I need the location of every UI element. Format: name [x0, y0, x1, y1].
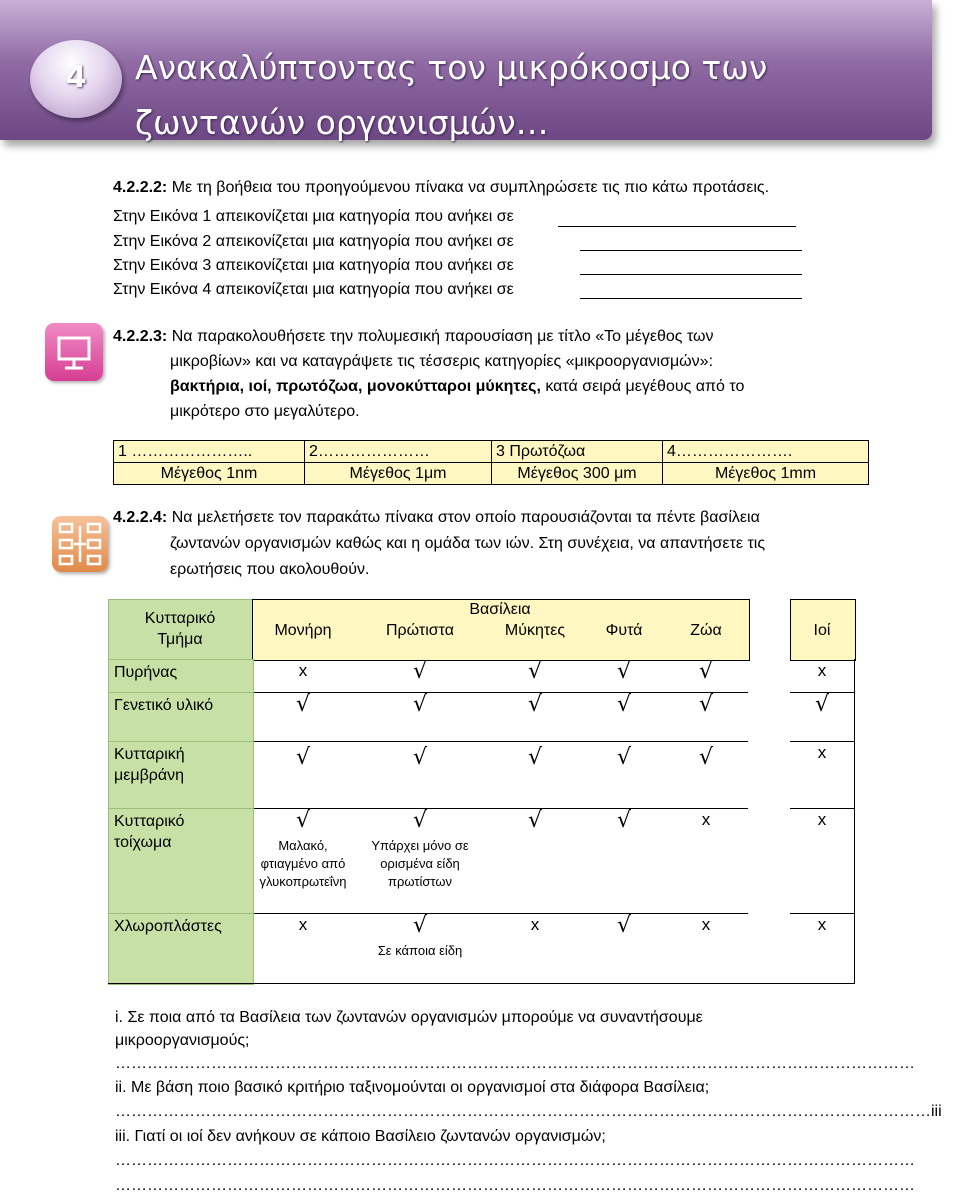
- kingdom-column-header: Φυτά: [605, 622, 643, 639]
- presentation-screen-icon: [45, 323, 103, 381]
- fill-sentence-text: Στην Εικόνα 1 απεικονίζεται μια κατηγορία που ανήκει σε: [113, 208, 514, 225]
- task-4224-line-2: ζωντανών οργανισμών καθώς και η ομάδα των ιών. Στη συνέχεια, να απαντήσετε τις: [170, 535, 766, 552]
- kingdoms-group-header: Βασίλεια: [469, 601, 531, 618]
- task-4223-text: Να παρακολουθήσετε την πολυμεσική παρουσίαση με τίτλο «Το μέγεθος των: [167, 328, 714, 345]
- kingdom-column-header: Μύκητες: [504, 622, 566, 639]
- virus-cell: [790, 692, 854, 742]
- fill-sentence-3: [113, 257, 514, 275]
- check-mark: √: [527, 692, 543, 717]
- check-mark: √: [616, 659, 632, 684]
- kingdom-cell: [584, 659, 664, 693]
- kingdom-cell: [354, 692, 486, 742]
- question-3: iii. Γιατί οι ιοί δεν ανήκουν σε κάποιο Βασίλειο ζωντανών οργανισμών;: [115, 1128, 606, 1145]
- fill-sentence-2: [113, 233, 514, 251]
- kingdom-cell: [486, 913, 584, 983]
- virus-cell: [790, 741, 854, 809]
- check-mark: √: [698, 745, 714, 770]
- size-slot-4[interactable]: 4………………….: [663, 441, 869, 463]
- kingdom-cell: [664, 659, 748, 693]
- question-1-line-a: [115, 1009, 845, 1027]
- kingdom-column-header: Πρώτιστα: [385, 622, 454, 639]
- virus-cell: [790, 808, 854, 914]
- fill-sentence-text: Στην Εικόνα 4 απεικονίζεται μια κατηγορία που ανήκει σε: [113, 281, 514, 298]
- cross-mark: x: [817, 810, 827, 829]
- question-1-line-b: μικροοργανισμούς;: [115, 1032, 250, 1049]
- size-value: Μέγεθος 1μm: [305, 463, 492, 485]
- cross-mark: x: [817, 661, 827, 680]
- microorganism-list: βακτήρια, ιοί, πρωτόζωα, μονοκύτταροι μύκητες,: [170, 378, 541, 395]
- corner-header: Κυτταρικό Τμήμα: [144, 610, 216, 648]
- kingdom-cell: [354, 741, 486, 809]
- kingdom-cell: [252, 692, 354, 742]
- task-4222-id: 4.2.2.2:: [113, 179, 168, 196]
- hierarchy-tools-icon: [52, 516, 108, 572]
- size-table: [113, 440, 869, 485]
- size-value: Μέγεθος 300 μm: [492, 463, 663, 485]
- check-mark: √: [412, 692, 428, 717]
- task-4223-id: 4.2.2.3:: [113, 328, 168, 345]
- check-mark: √: [527, 808, 543, 833]
- check-mark: √: [698, 692, 714, 717]
- answer-line-3[interactable]: ……………………………………………………………………………………………………………………………………: [115, 1152, 915, 1169]
- row-label: Πυρήνας: [114, 664, 178, 681]
- check-mark: √: [616, 745, 632, 770]
- fill-sentence-text: Στην Εικόνα 3 απεικονίζεται μια κατηγορία που ανήκει σε: [113, 257, 514, 274]
- size-table-row: [114, 441, 869, 463]
- size-slot-3: 3 Πρωτόζωα: [492, 441, 663, 463]
- kingdom-cell: [486, 659, 584, 693]
- cell-note: Μαλακό, φτιαγμένο από γλυκοπρωτεΐνη: [259, 838, 347, 889]
- cross-mark: x: [701, 810, 711, 829]
- kingdom-cell: [584, 913, 664, 983]
- fill-blank-2[interactable]: [580, 250, 802, 251]
- question-2: ii. Με βάση ποιο βασικό κριτήριο ταξινομούνται οι οργανισμοί στα διάφορα Βασίλεια;: [115, 1079, 710, 1096]
- check-mark: √: [295, 745, 311, 770]
- task-4224-text: Να μελετήσετε τον παρακάτω πίνακα στον οποίο παρουσιάζονται τα πέντε βασίλεια: [167, 509, 760, 526]
- row-label: Χλωροπλάστες: [114, 918, 222, 935]
- task-4222-intro: [113, 179, 769, 197]
- size-table-row: [114, 463, 869, 485]
- check-mark: √: [814, 692, 830, 717]
- kingdom-cell: [584, 808, 664, 914]
- answer-line-4[interactable]: ……………………………………………………………………………………………………………………………………: [115, 1177, 915, 1194]
- task-4223-line-1: [113, 328, 714, 346]
- row-label: Γενετικό υλικό: [114, 697, 214, 714]
- size-value: Μέγεθος 1mm: [663, 463, 869, 485]
- check-mark: √: [412, 659, 428, 684]
- check-mark: √: [412, 913, 428, 938]
- row-label: Κυτταρικό τοίχωμα: [114, 813, 185, 851]
- check-mark: √: [527, 745, 543, 770]
- task-4224-line-1: [113, 509, 760, 527]
- kingdom-cell: [664, 913, 748, 983]
- cell-note: Υπάρχει μόνο σε ορισμένα είδη πρωτίστων: [371, 838, 469, 889]
- kingdom-column-header: Ζώα: [690, 622, 722, 639]
- check-mark: √: [412, 745, 428, 770]
- virus-header: Ιοί: [813, 622, 831, 639]
- chapter-title: Ανακαλύπτοντας τον μικρόκοσμο των ζωντανών οργανισμών…: [135, 48, 768, 142]
- task-4223-line-4: μικρότερο στο μεγαλύτερο.: [170, 403, 360, 420]
- kingdom-cell: [584, 741, 664, 809]
- cross-mark: x: [701, 915, 711, 934]
- fill-sentence-4: [113, 281, 514, 299]
- fill-blank-1[interactable]: [558, 226, 796, 227]
- task-4224-id: 4.2.2.4:: [113, 509, 168, 526]
- task-4223-text: κατά σειρά μεγέθους από το: [540, 378, 745, 395]
- kingdom-cell: [354, 913, 486, 983]
- answer-line-1[interactable]: ……………………………………………………………………………………………………………………………………: [115, 1055, 915, 1072]
- kingdom-cell: [486, 741, 584, 809]
- virus-cell: [790, 659, 854, 693]
- task-4223-line-3: [170, 378, 744, 396]
- fill-sentence-1: [113, 208, 514, 226]
- kingdom-cell: [486, 692, 584, 742]
- kingdom-cell: [252, 659, 354, 693]
- fill-blank-3[interactable]: [580, 274, 802, 275]
- answer-line-2[interactable]: ………………………………………………………………………………………………………………………………………iii: [115, 1103, 942, 1120]
- cross-mark: x: [530, 915, 540, 934]
- size-slot-2[interactable]: 2…………………: [305, 441, 492, 463]
- virus-cell: [790, 913, 854, 983]
- check-mark: √: [295, 692, 311, 717]
- task-4222-text: Με τη βοήθεια του προηγούμενου πίνακα να συμπληρώσετε τις πιο κάτω προτάσεις.: [167, 179, 770, 196]
- check-mark: √: [698, 659, 714, 684]
- check-mark: √: [616, 913, 632, 938]
- kingdom-cell: [664, 692, 748, 742]
- kingdom-cell: [252, 808, 354, 914]
- kingdom-cell: [664, 808, 748, 914]
- size-value: Μέγεθος 1nm: [114, 463, 305, 485]
- task-4223-line-2: μικροβίων» και να καταγράψετε τις τέσσερις κατηγορίες «μικροοργανισμών»:: [170, 353, 714, 370]
- chapter-number: 4: [65, 60, 87, 95]
- fill-sentence-text: Στην Εικόνα 2 απεικονίζεται μια κατηγορία που ανήκει σε: [113, 233, 514, 250]
- cross-mark: x: [817, 915, 827, 934]
- fill-blank-4[interactable]: [580, 298, 802, 299]
- cross-mark: x: [298, 915, 308, 934]
- kingdom-cell: [486, 808, 584, 914]
- task-4224-line-3: ερωτήσεις που ακολουθούν.: [170, 561, 370, 578]
- size-slot-1[interactable]: 1 …………………..: [114, 441, 305, 463]
- kingdom-column-header: Μονήρη: [274, 622, 332, 639]
- kingdom-cell: [584, 692, 664, 742]
- check-mark: √: [616, 692, 632, 717]
- question-1: i. Σε ποια από τα Βασίλεια των ζωντανών οργανισμών μπορούμε να συναντήσουμε: [115, 1009, 703, 1026]
- check-mark: √: [527, 659, 543, 684]
- kingdom-cell: [354, 808, 486, 914]
- kingdom-cell: [354, 659, 486, 693]
- kingdom-cell: [252, 913, 354, 983]
- kingdom-cell: [664, 741, 748, 809]
- cross-mark: x: [817, 743, 827, 762]
- check-mark: √: [616, 808, 632, 833]
- cross-mark: x: [298, 661, 308, 680]
- row-label: Κυτταρική μεμβράνη: [114, 746, 185, 784]
- check-mark: √: [295, 808, 311, 833]
- cell-note: Σε κάποια είδη: [377, 943, 463, 958]
- check-mark: √: [412, 808, 428, 833]
- kingdoms-grid-separator: [108, 983, 854, 984]
- kingdom-cell: [252, 741, 354, 809]
